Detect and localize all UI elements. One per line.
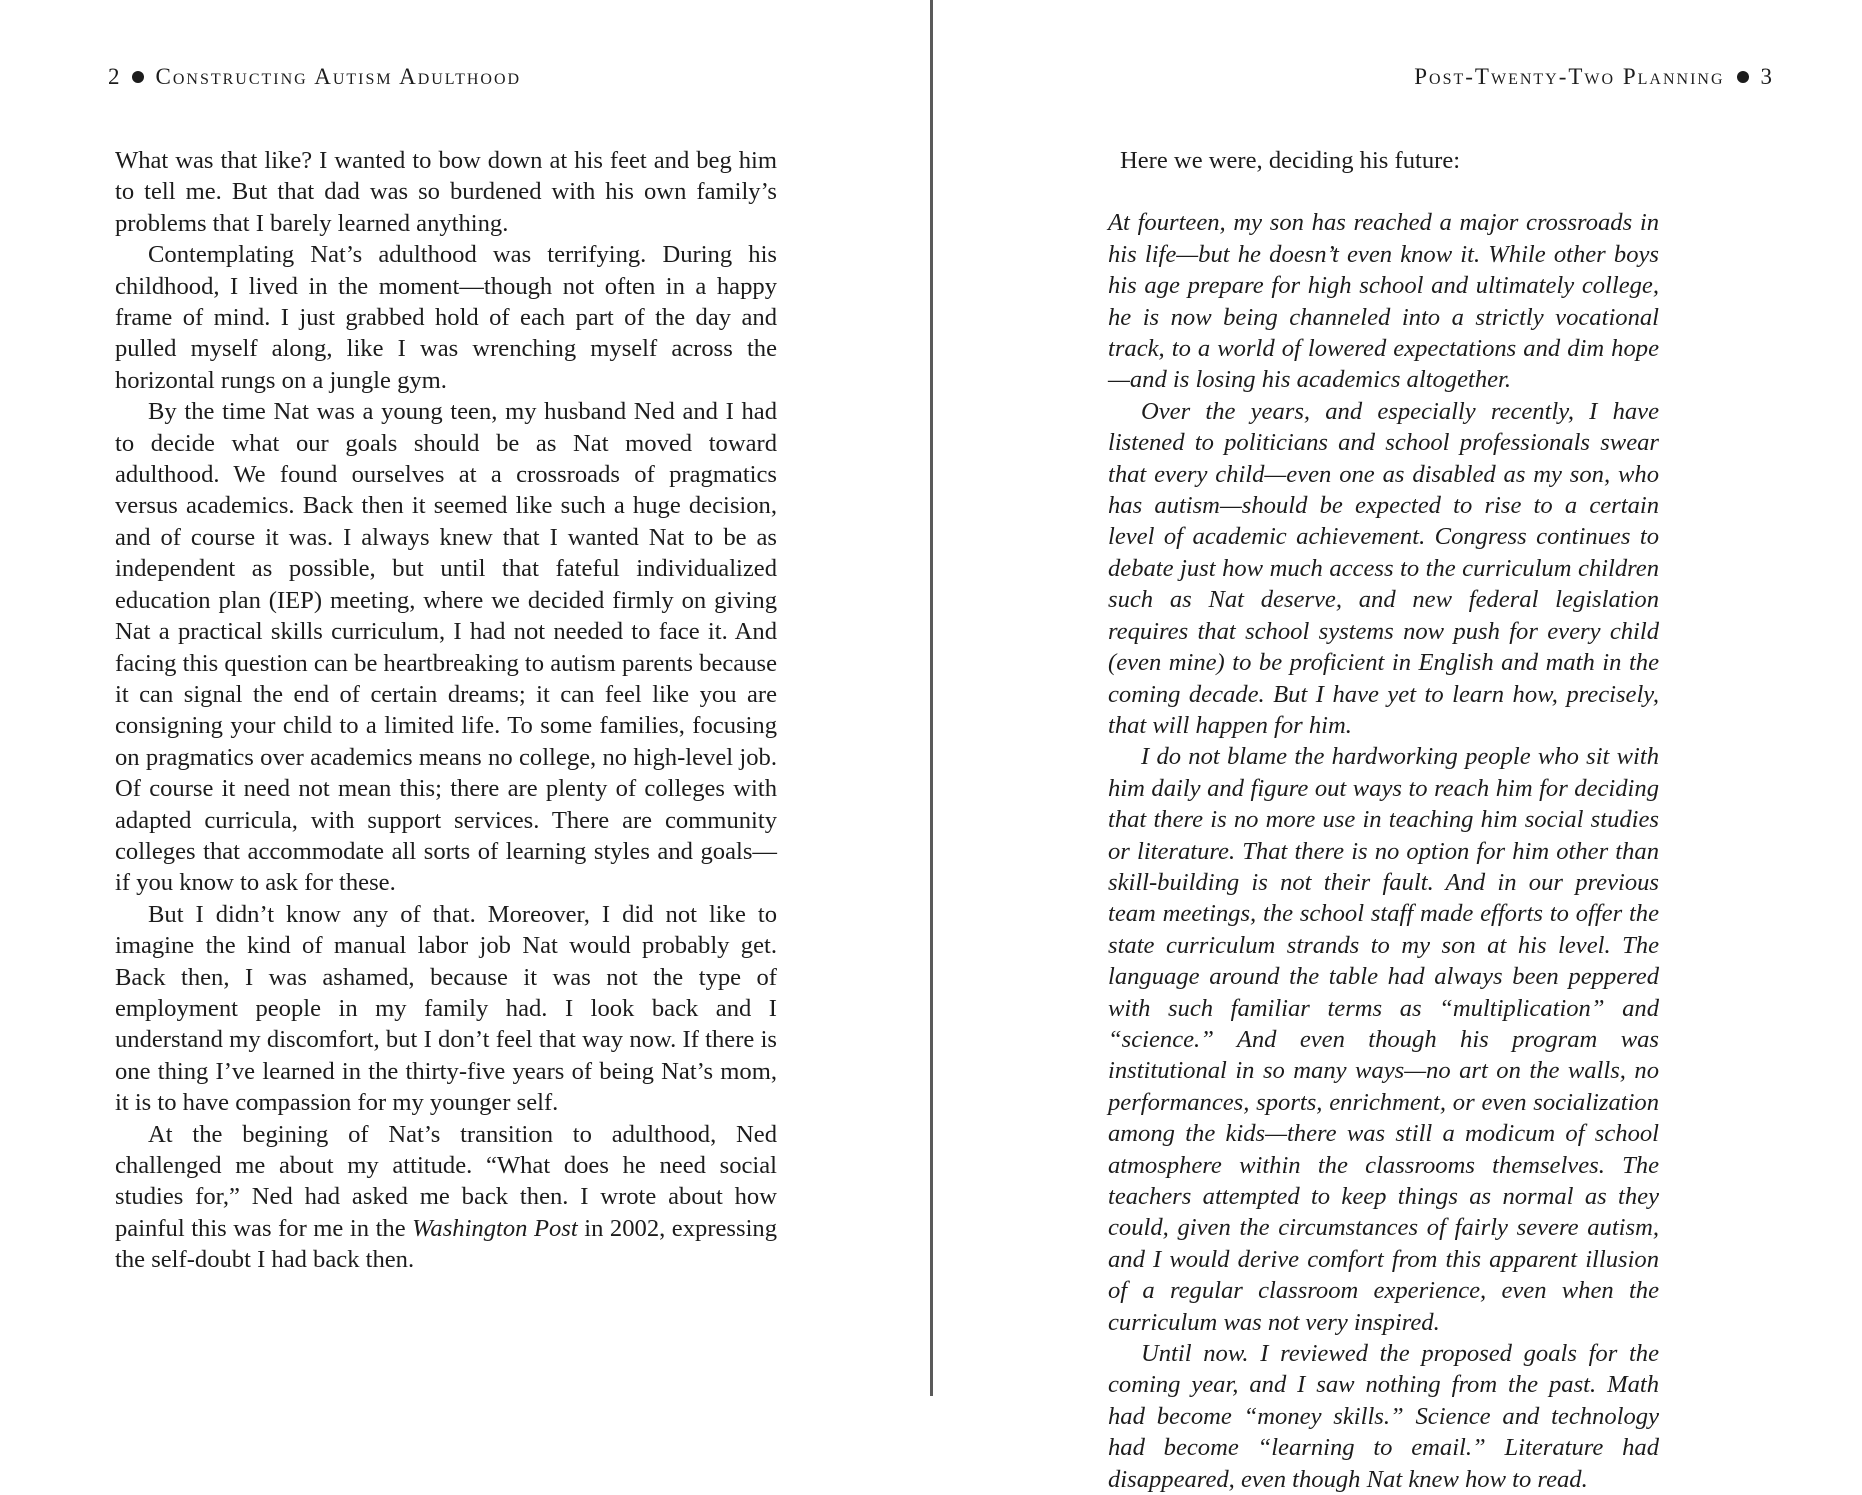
extract-paragraph: I do not blame the hardworking people who sit with him daily and figure out ways to reach him for deciding that there is no more use in teaching him social studies or literature. That there is no option for him other than skill-building is not their fault. And in our previous team meetings, the school staff made efforts to offer the state curriculum strands to my son at his level. The language around the table had always been peppered with such familiar terms as “multiplication” and “science.” And even though his program was institutional in so many ways—no art on the walls, no performances, sports, enrichment, or even socialization among the kids—there was still a modicum of school atmosphere within the classrooms themselves. The teachers attempted to keep things as normal as they could, given the circumstances of fairly severe autism, and I would derive comfort from this apparent illusion of a regular classroom experience, even when the curriculum was not very inspired.: [1108, 743, 1659, 1336]
body-paragraph: But I didn’t know any of that. Moreover, I did not like to imagine the kind of manual labor job Nat would probably get. Back then, I was ashamed, because it was not the type of employment people in my family had. I look back and I understand my discomfort, but I don’t feel that way now. If there is one thing I’ve learned in the thirty-five years of being Nat’s mom, it is to have compassion for my younger self.: [115, 900, 777, 1117]
left-folio: 2: [108, 64, 120, 89]
right-folio: 3: [1760, 64, 1772, 89]
publication-title: Washington Post: [412, 1214, 578, 1242]
left-page: [0, 0, 930, 1396]
left-running-head-title: Constructing Autism Adulthood: [155, 64, 522, 89]
right-body-text: [1108, 145, 1659, 1495]
extract-paragraph: Until now. I reviewed the proposed goals for the coming year, and I saw nothing from the past. Math had become “money skills.” Science and technology had become “learning to email.” Literature had disappeared, even though Nat knew how to read.: [1108, 1340, 1659, 1493]
paragraph-text: At the begining of Nat’s transition to adulthood, Ned challenged me about my attitude. “What does he need social studies for,” Ned had asked me back then. I wrote about how painful this was for me in the: [115, 1120, 777, 1242]
body-paragraph: Contemplating Nat’s adulthood was terrifying. During his childhood, I lived in the moment—though not often in a happy frame of mind. I just grabbed hold of each part of the day and pulled myself along, like I was wrenching myself across the horizontal rungs on a jungle gym.: [115, 241, 777, 394]
right-running-head: [1414, 62, 1772, 92]
paragraph-text: in 2002, expressing the self-doubt I had back then.: [115, 1214, 777, 1274]
right-page: [933, 0, 1862, 1493]
extract-paragraph: Over the years, and especially recently, I have listened to politicians and school professionals swear that every child—even one as disabled as my son, who has autism—should be expected to rise to a certain level of academic achievement. Congress continues to debate just how much access to the curriculum children such as Nat deserve, and new federal legislation requires that school systems now push for every child (even mine) to be proficient in English and math in the coming decade. But I have yet to learn how, precisely, that will happen for him.: [1108, 397, 1659, 739]
intro-line: Here we were, deciding his future:: [1120, 147, 1461, 174]
right-running-head-title: Post-Twenty-Two Planning: [1414, 64, 1725, 89]
body-paragraph: [115, 1119, 777, 1276]
body-paragraph: What was that like? I wanted to bow down at his feet and beg him to tell me. But that dad was so burdened with his own family’s problems that I barely learned anything.: [115, 147, 777, 237]
bullet-icon: [1737, 71, 1749, 83]
left-running-head: [108, 62, 521, 92]
bullet-icon: [132, 71, 144, 83]
body-paragraph: By the time Nat was a young teen, my husband Ned and I had to decide what our goals should be as Nat moved toward adulthood. We found ourselves at a crossroads of pragmatics versus academics. Back then it seemed like such a huge decision, and of course it was. I always knew that I wanted Nat to be as independent as possible, but until that fateful individualized education plan (IEP) meeting, where we decided firmly on giving Nat a practical skills curriculum, I had not needed to face it. And facing this question can be heartbreaking to autism parents because it can signal the end of certain dreams; it can feel like you are consigning your child to a limited life. To some families, focusing on pragmatics over academics means no college, no high-level job. Of course it need not mean this; there are plenty of colleges with adapted curricula, with support services. There are community colleges that accommodate all sorts of learning styles and goals—if you know to ask for these.: [115, 398, 777, 897]
extract-paragraph: At fourteen, my son has reached a major crossroads in his life—but he doesn’t even know it. While other boys his age prepare for high school and ultimately college, he is now being channeled into a strictly vocational track, to a world of lowered expectations and dim hope—and is losing his academics altogether.: [1108, 209, 1659, 394]
left-body-text: [115, 145, 777, 1276]
